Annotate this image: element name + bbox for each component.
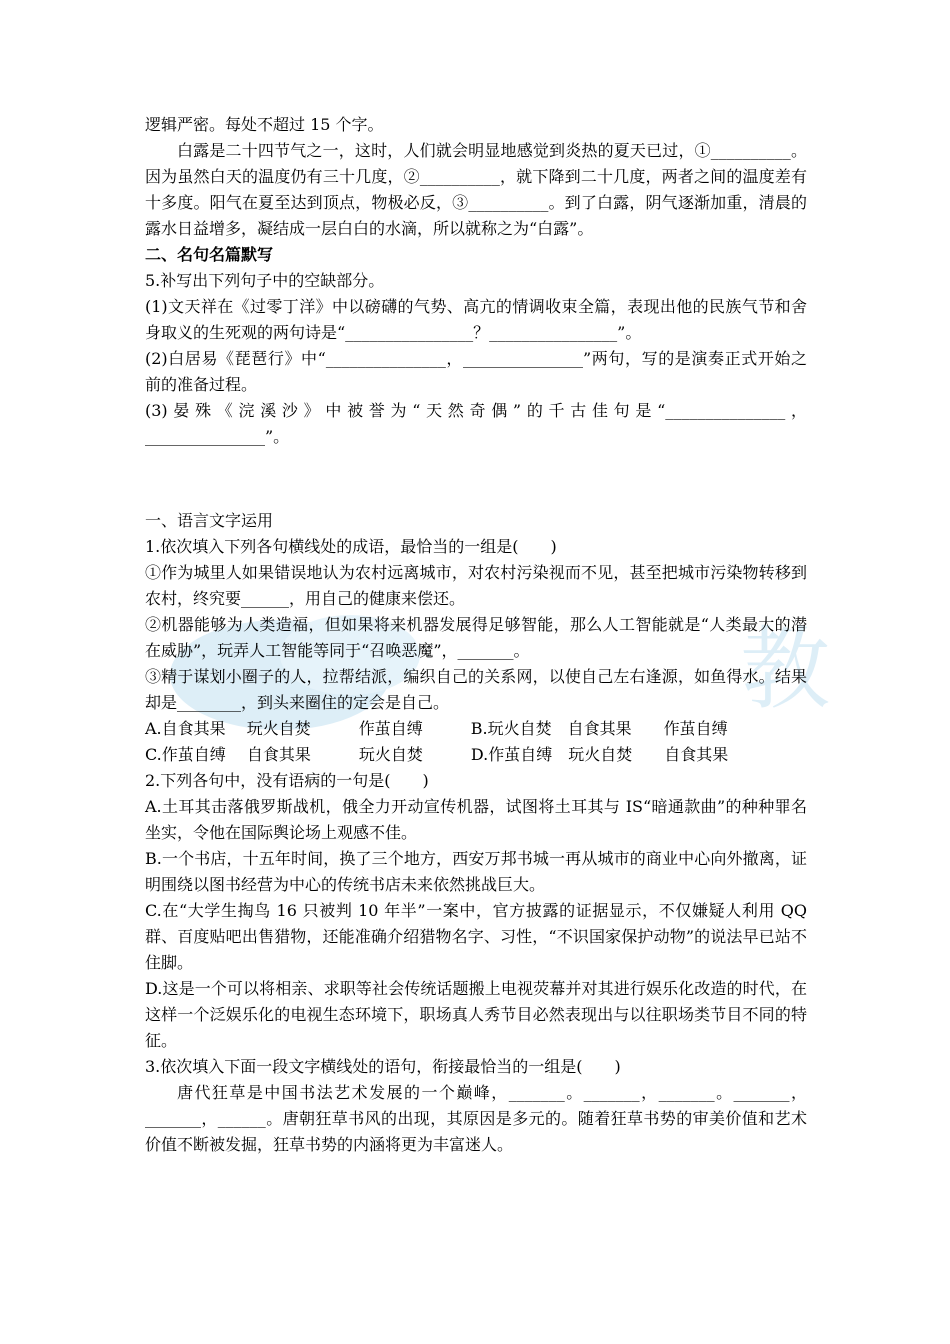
question-5-stem: 5.补写出下列句子中的空缺部分。 [145, 271, 385, 290]
question-1-stem: 1.依次填入下列各句横线处的成语，最恰当的一组是( ) [145, 537, 557, 556]
section-heading-recitation: 二、名句名篇默写 [145, 245, 274, 264]
question-3-stem: 3.依次填入下面一段文字横线处的语句，衔接最恰当的一组是( ) [145, 1057, 621, 1076]
document-page [145, 112, 807, 1158]
question-1-option-d: D.作茧自缚 玩火自焚 自食其果 [470, 745, 729, 764]
svg-text:教: 教 [740, 617, 830, 722]
question-2-stem: 2.下列各句中，没有语病的一句是( ) [145, 771, 429, 790]
question-1-sentence-1: ①作为城里人如果错误地认为农村远离城市，对农村污染视而不见，甚至把城市污染物转移到农村，终究要______，用自己的健康来偿还。 [145, 563, 807, 608]
question-2-option-a: A.土耳其击落俄罗斯战机，俄全力开动宣传机器，试图将土耳其与 IS“暗通款曲”的种种罪名坐实，令他在国际舆论场上观感不佳。 [145, 797, 807, 842]
section-heading-language: 一、语言文字运用 [145, 511, 274, 530]
question-1-option-b: B.玩火自焚 自食其果 作茧自缚 [470, 719, 728, 738]
bailu-passage: 白露是二十四节气之一，这时，人们就会明显地感觉到炎热的夏天已过，①__________。因为虽然白天的温度仍有三十几度，②__________，就下降到二十几度，两者之间的温度差有十多度。阳气在夏至达到顶点，物极必反，③__________。到了白露，阴气逐渐加重，清晨的露水日益增多，凝结成一层白白的水滴，所以就称之为“白露”。 [145, 141, 807, 238]
question-2-option-d: D.这是一个可以将相亲、求职等社会传统话题搬上电视荧幕并对其进行娱乐化改造的时代，在这样一个泛娱乐化的电视生态环境下，职场真人秀节目必然表现出与以往职场类节目不同的特征。 [145, 979, 807, 1050]
question-5-3: (3)晏殊《浣溪沙》中被誉为“天然奇偶”的千古佳句是“_______________，_______________”。 [145, 401, 807, 446]
question-2-option-c: C.在“大学生掏鸟 16 只被判 10 年半”一案中，官方披露的证据显示，不仅嫌疑人利用 QQ 群、百度贴吧出售猎物，还能准确介绍猎物名字、习性，“不识国家保护动物”的说法早已站不住脚。 [145, 901, 807, 972]
question-1-options-cd [145, 742, 807, 768]
section-gap [145, 450, 807, 508]
question-5-1: (1)文天祥在《过零丁洋》中以磅礴的气势、高亢的情调收束全篇，表现出他的民族气节和舍身取义的生死观的两句诗是“________________？________________”。 [145, 297, 807, 342]
intro-instruction: 逻辑严密。每处不超过 15 个字。 [145, 115, 384, 134]
question-3-passage: 唐代狂草是中国书法艺术发展的一个巅峰，_______。_______，_______。_______，_______，______。唐朝狂草书风的出现，其原因是多元的。随着狂草书势的审美价值和艺术价值不断被发掘，狂草书势的内涵将更为丰富迷人。 [145, 1083, 807, 1154]
question-1-sentence-3: ③精于谋划小圈子的人，拉帮结派，编织自己的关系网，以使自己左右逢源，如鱼得水。结果却是________，到头来圈住的定会是自己。 [145, 667, 807, 712]
question-5-2: (2)白居易《琵琶行》中“_______________，_______________”两句，写的是演奏正式开始之前的准备过程。 [145, 349, 807, 394]
question-2-option-b: B.一个书店，十五年时间，换了三个地方，西安万邦书城一再从城市的商业中心向外撤离，证明围绕以图书经营为中心的传统书店未来依然挑战巨大。 [145, 849, 807, 894]
question-1-options-ab [145, 716, 807, 742]
question-1-sentence-2: ②机器能够为人类造福，但如果将来机器发展得足够智能，那么人工智能就是“人类最大的潜在威胁”，玩弄人工智能等同于“召唤恶魔”，_______。 [145, 615, 807, 660]
question-1-option-c: C.作茧自缚 自食其果 玩火自焚 [145, 745, 423, 764]
question-1-option-a: A.自食其果 玩火自焚 作茧自缚 [145, 719, 423, 738]
